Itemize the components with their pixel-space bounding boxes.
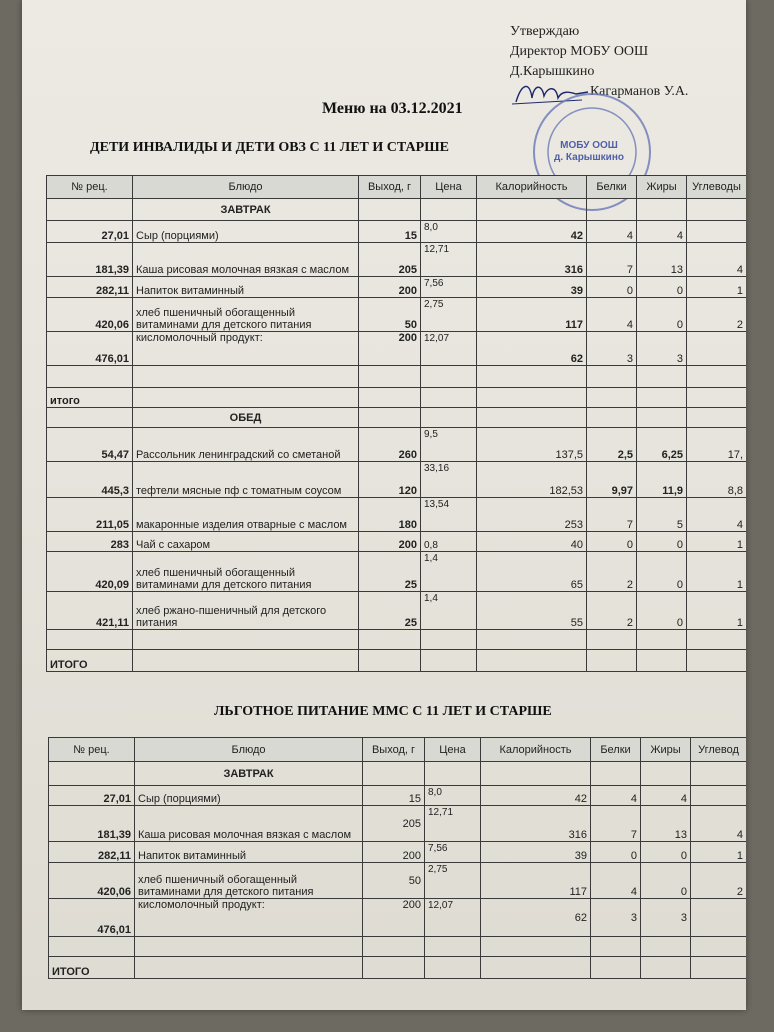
dish-carbs: 1 (687, 552, 747, 592)
dish-output: 200 (363, 842, 425, 863)
total-label: итого (47, 388, 133, 408)
dish-name: Чай с сахаром (133, 532, 359, 552)
dish-carbs: 4 (691, 806, 747, 842)
menu-title: Меню на 03.12.2021 (322, 100, 463, 117)
table-row (49, 899, 747, 937)
dish-carbs: 1 (687, 277, 747, 298)
dish-carbs: 17, (687, 428, 747, 462)
dish-price: 12,07 (425, 899, 481, 937)
recipe-code: 421,11 (47, 592, 133, 630)
total-row (47, 650, 747, 672)
table-row (49, 842, 747, 863)
table-row (49, 806, 747, 842)
dish-output: 200 (359, 277, 421, 298)
meal-label: ЗАВТРАК (133, 199, 359, 221)
approval-line: Утверждаю (510, 24, 580, 39)
dish-name: макаронные изделия отварные с маслом (133, 498, 359, 532)
recipe-code: 445,3 (47, 462, 133, 498)
dish-price: 2,75 (425, 863, 481, 899)
dish-name: тефтели мясные пф с томатным соусом (133, 462, 359, 498)
dish-fat: 13 (641, 806, 691, 842)
dish-protein: 4 (587, 221, 637, 243)
dish-fat: 4 (641, 786, 691, 806)
table-row (47, 462, 747, 498)
table-row (49, 786, 747, 806)
dish-output: 15 (359, 221, 421, 243)
table-row (47, 498, 747, 532)
dish-name: Сыр (порциями) (135, 786, 363, 806)
recipe-code: 27,01 (47, 221, 133, 243)
dish-protein: 7 (591, 806, 641, 842)
dish-kcal: 182,53 (477, 462, 587, 498)
dish-protein: 0 (587, 277, 637, 298)
column-header: Цена (421, 176, 477, 199)
dish-name: кисломолочный продукт: (133, 332, 359, 366)
dish-name: хлеб пшеничный обогащенный витаминами для детского питания (133, 298, 359, 332)
dish-name: Каша рисовая молочная вязкая с маслом (133, 243, 359, 277)
column-header: Выход, г (363, 738, 425, 762)
section-title: ДЕТИ ИНВАЛИДЫ И ДЕТИ ОВЗ С 11 ЛЕТ И СТАРШЕ (90, 140, 449, 155)
table-row (47, 243, 747, 277)
dish-name: Напиток витаминный (135, 842, 363, 863)
dish-output: 200 (363, 899, 425, 937)
dish-name: хлеб пшеничный обогащенный витаминами для детского питания (133, 552, 359, 592)
dish-protein: 2,5 (587, 428, 637, 462)
dish-output: 15 (363, 786, 425, 806)
dish-price: 2,75 (421, 298, 477, 332)
dish-price: 13,54 (421, 498, 477, 532)
dish-fat: 5 (637, 498, 687, 532)
dish-price: 9,5 (421, 428, 477, 462)
recipe-code: 476,01 (49, 899, 135, 937)
dish-fat: 3 (641, 899, 691, 937)
approval-school: Д.Карышкино (510, 64, 595, 79)
table-row (47, 332, 747, 366)
table-header-row (49, 738, 747, 762)
dish-kcal: 62 (477, 332, 587, 366)
dish-fat: 4 (637, 221, 687, 243)
dish-protein: 7 (587, 243, 637, 277)
meal-row (47, 408, 747, 428)
dish-protein: 2 (587, 552, 637, 592)
dish-protein: 9,97 (587, 462, 637, 498)
dish-output: 180 (359, 498, 421, 532)
column-header: Калорийность (481, 738, 591, 762)
stamp-line: д. Карышкино (554, 152, 624, 163)
dish-fat: 3 (637, 332, 687, 366)
column-header: Блюдо (135, 738, 363, 762)
meal-label: ОБЕД (133, 408, 359, 428)
dish-output: 120 (359, 462, 421, 498)
dish-kcal: 42 (477, 221, 587, 243)
recipe-code: 27,01 (49, 786, 135, 806)
dish-price: 12,71 (425, 806, 481, 842)
dish-carbs (687, 332, 747, 366)
column-header: Цена (425, 738, 481, 762)
dish-fat: 13 (637, 243, 687, 277)
dish-carbs (691, 786, 747, 806)
column-header: Блюдо (133, 176, 359, 199)
dish-protein: 7 (587, 498, 637, 532)
menu-table (46, 175, 746, 672)
document-page (22, 0, 746, 1010)
empty-row (47, 366, 747, 388)
dish-price: 0,8 (421, 532, 477, 552)
recipe-code: 282,11 (47, 277, 133, 298)
column-header: Белки (587, 176, 637, 199)
table-row (47, 592, 747, 630)
dish-name: хлеб ржано-пшеничный для детского питания (133, 592, 359, 630)
dish-protein: 4 (591, 863, 641, 899)
stamp-line: МОБУ ООШ (560, 140, 618, 151)
dish-fat: 0 (637, 592, 687, 630)
column-header: № рец. (49, 738, 135, 762)
total-row (47, 388, 747, 408)
dish-name: хлеб пшеничный обогащенный витаминами для детского питания (135, 863, 363, 899)
recipe-code: 181,39 (47, 243, 133, 277)
dish-output: 260 (359, 428, 421, 462)
meal-row (49, 762, 747, 786)
approval-position: Директор МОБУ ООШ (510, 44, 649, 59)
dish-price: 1,4 (421, 592, 477, 630)
dish-protein: 0 (587, 532, 637, 552)
dish-output: 200 (359, 332, 421, 366)
dish-carbs (691, 899, 747, 937)
dish-output: 25 (359, 592, 421, 630)
approval-director-name: Кагарманов У.А. (590, 84, 689, 99)
recipe-code: 283 (47, 532, 133, 552)
dish-carbs: 2 (687, 298, 747, 332)
dish-kcal: 316 (477, 243, 587, 277)
dish-carbs: 1 (687, 592, 747, 630)
dish-fat: 0 (641, 863, 691, 899)
dish-protein: 0 (591, 842, 641, 863)
column-header: Углевод (691, 738, 747, 762)
recipe-code: 181,39 (49, 806, 135, 842)
dish-kcal: 316 (481, 806, 591, 842)
table-row (47, 298, 747, 332)
dish-fat: 0 (637, 552, 687, 592)
recipe-code: 420,06 (49, 863, 135, 899)
dish-kcal: 65 (477, 552, 587, 592)
dish-name: Сыр (порциями) (133, 221, 359, 243)
empty-row (47, 630, 747, 650)
dish-kcal: 137,5 (477, 428, 587, 462)
dish-name: Рассольник ленинградский со сметаной (133, 428, 359, 462)
dish-fat: 0 (637, 532, 687, 552)
column-header: Жиры (641, 738, 691, 762)
table-row (47, 277, 747, 298)
column-header: Белки (591, 738, 641, 762)
table-header-row (47, 176, 747, 199)
dish-price: 1,4 (421, 552, 477, 592)
recipe-code: 420,09 (47, 552, 133, 592)
dish-protein: 4 (591, 786, 641, 806)
dish-price: 7,56 (421, 277, 477, 298)
meal-label: ЗАВТРАК (135, 762, 363, 786)
dish-name: Каша рисовая молочная вязкая с маслом (135, 806, 363, 842)
dish-carbs: 8,8 (687, 462, 747, 498)
meal-row (47, 199, 747, 221)
dish-kcal: 253 (477, 498, 587, 532)
dish-kcal: 62 (481, 899, 591, 937)
column-header: Калорийность (477, 176, 587, 199)
dish-kcal: 55 (477, 592, 587, 630)
dish-protein: 4 (587, 298, 637, 332)
dish-price: 12,07 (421, 332, 477, 366)
column-header: Углеводы (687, 176, 747, 199)
recipe-code: 476,01 (47, 332, 133, 366)
column-header: № рец. (47, 176, 133, 199)
dish-price: 8,0 (421, 221, 477, 243)
recipe-code: 54,47 (47, 428, 133, 462)
dish-kcal: 40 (477, 532, 587, 552)
dish-output: 205 (363, 806, 425, 842)
dish-fat: 11,9 (637, 462, 687, 498)
dish-carbs: 4 (687, 243, 747, 277)
table-row (47, 552, 747, 592)
table-row (47, 532, 747, 552)
dish-price: 8,0 (425, 786, 481, 806)
dish-protein: 3 (591, 899, 641, 937)
dish-output: 50 (359, 298, 421, 332)
dish-carbs: 4 (687, 498, 747, 532)
table-row (47, 221, 747, 243)
dish-carbs: 1 (687, 532, 747, 552)
dish-fat: 0 (637, 298, 687, 332)
dish-carbs: 1 (691, 842, 747, 863)
menu-table (48, 737, 746, 979)
dish-price: 33,16 (421, 462, 477, 498)
recipe-code: 420,06 (47, 298, 133, 332)
stamp-text (544, 140, 634, 164)
recipe-code: 282,11 (49, 842, 135, 863)
table-row (49, 863, 747, 899)
dish-kcal: 39 (477, 277, 587, 298)
dish-protein: 3 (587, 332, 637, 366)
dish-name: Напиток витаминный (133, 277, 359, 298)
recipe-code: 211,05 (47, 498, 133, 532)
dish-kcal: 42 (481, 786, 591, 806)
dish-kcal: 39 (481, 842, 591, 863)
dish-output: 200 (359, 532, 421, 552)
table-row (47, 428, 747, 462)
dish-fat: 0 (641, 842, 691, 863)
dish-name: кисломолочный продукт: (135, 899, 363, 937)
total-row (49, 957, 747, 979)
dish-protein: 2 (587, 592, 637, 630)
dish-output: 205 (359, 243, 421, 277)
column-header: Выход, г (359, 176, 421, 199)
dish-carbs (687, 221, 747, 243)
dish-carbs: 2 (691, 863, 747, 899)
dish-kcal: 117 (477, 298, 587, 332)
section-title: ЛЬГОТНОЕ ПИТАНИЕ ММС С 11 ЛЕТ И СТАРШЕ (214, 704, 552, 719)
dish-price: 12,71 (421, 243, 477, 277)
empty-row (49, 937, 747, 957)
total-label: ИТОГО (49, 957, 135, 979)
dish-kcal: 117 (481, 863, 591, 899)
dish-price: 7,56 (425, 842, 481, 863)
dish-fat: 0 (637, 277, 687, 298)
total-label: ИТОГО (47, 650, 133, 672)
dish-fat: 6,25 (637, 428, 687, 462)
dish-output: 50 (363, 863, 425, 899)
dish-output: 25 (359, 552, 421, 592)
column-header: Жиры (637, 176, 687, 199)
